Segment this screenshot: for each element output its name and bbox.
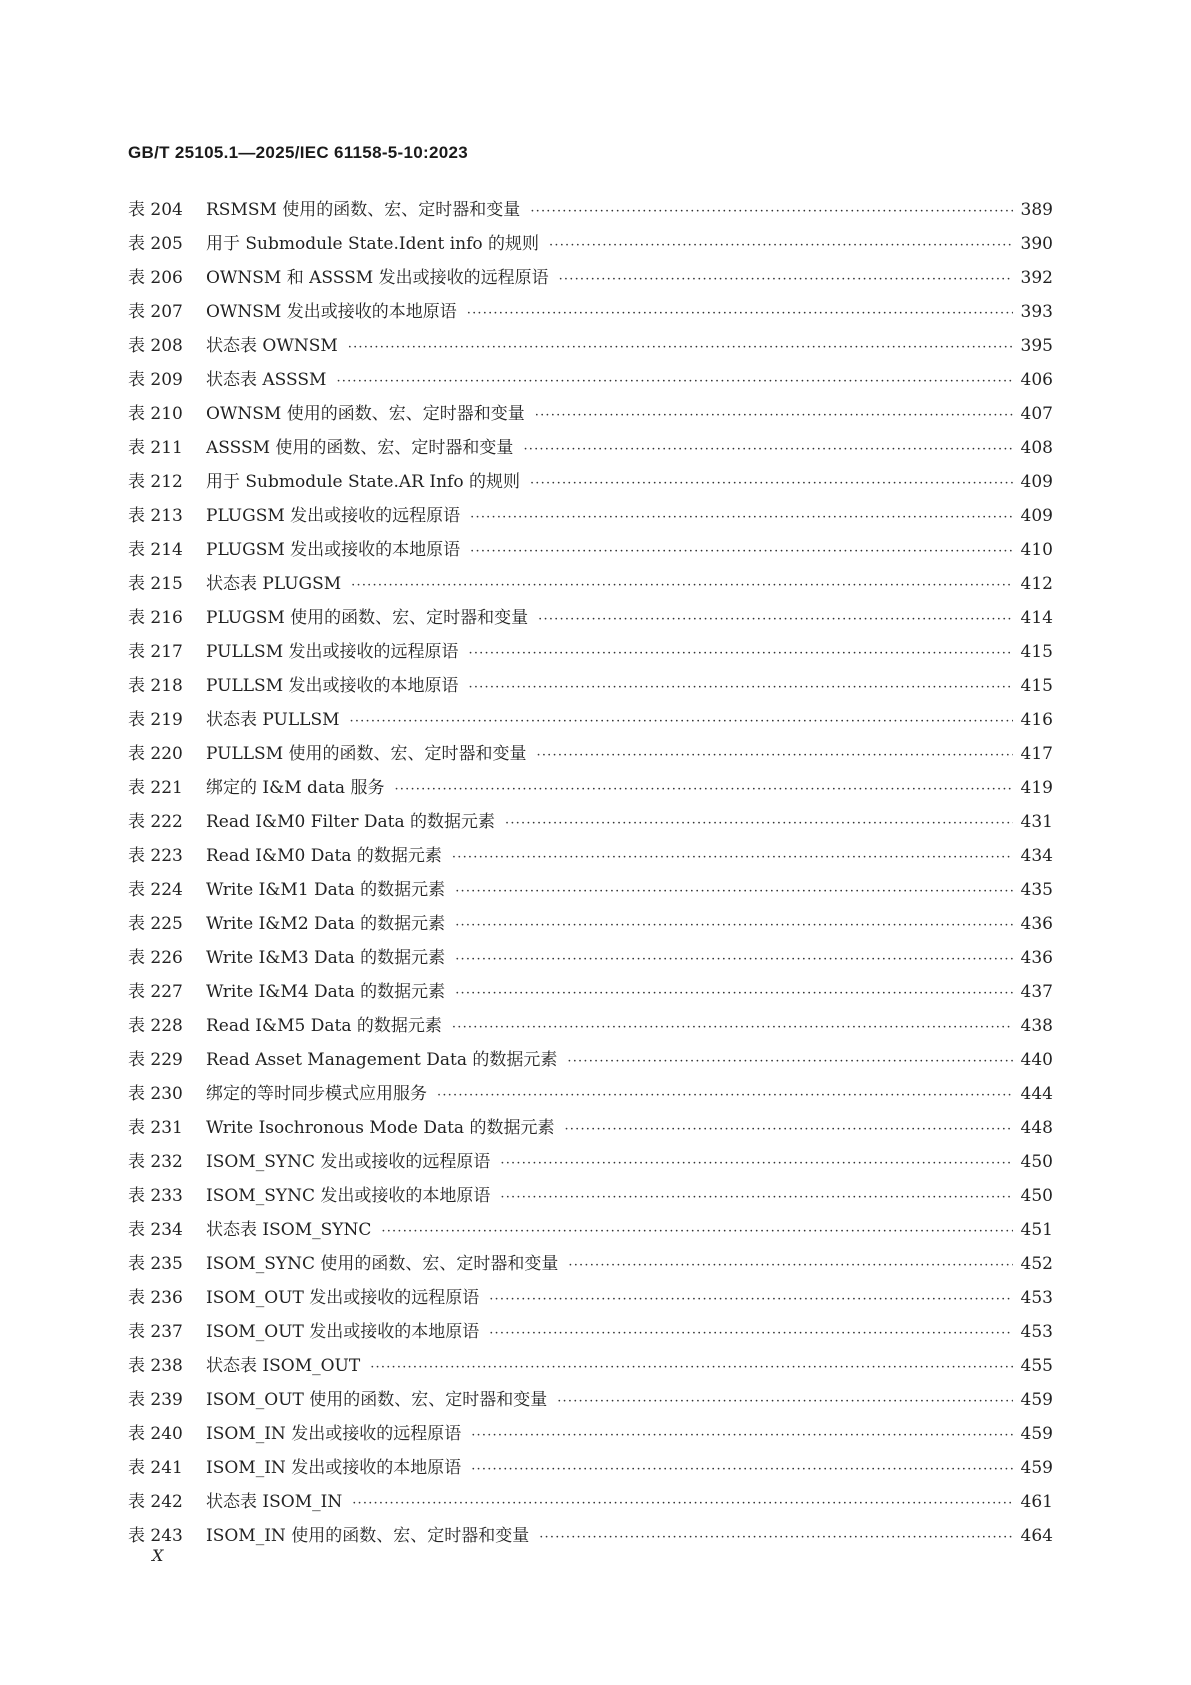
toc-dot-leader: [564, 1113, 1012, 1147]
toc-entry[interactable]: [128, 669, 1053, 703]
toc-dot-leader: [455, 977, 1012, 1011]
toc-entry-number: 表 215: [128, 574, 183, 594]
toc-dot-leader: [437, 1079, 1013, 1113]
toc-entry-number: 表 204: [128, 200, 183, 220]
toc-entry-page: 436: [1020, 948, 1053, 968]
toc-entry-title: 状态表 ISOM_OUT: [206, 1356, 361, 1376]
toc-entry[interactable]: [128, 295, 1053, 329]
toc-entry[interactable]: [128, 601, 1053, 635]
toc-entry-number: 表 205: [128, 234, 183, 254]
toc-entry-number: 表 237: [128, 1322, 183, 1342]
toc-entry-page: 459: [1020, 1424, 1053, 1444]
toc-entry-page: 412: [1020, 574, 1053, 594]
toc-dot-leader: [455, 875, 1012, 909]
toc-dot-leader: [350, 705, 1013, 739]
toc-entry-page: 459: [1020, 1390, 1053, 1410]
toc-entry[interactable]: [128, 1213, 1053, 1247]
toc-entry-number: 表 243: [128, 1526, 183, 1546]
toc-entry[interactable]: [128, 1009, 1053, 1043]
toc-entry-page: 409: [1020, 506, 1053, 526]
toc-entry-page: 435: [1020, 880, 1053, 900]
toc-entry-page: 434: [1020, 846, 1053, 866]
toc-entry[interactable]: [128, 1349, 1053, 1383]
toc-entry-title: 状态表 PLUGSM: [206, 574, 342, 594]
toc-dot-leader: [455, 943, 1012, 977]
toc-entry-number: 表 239: [128, 1390, 183, 1410]
toc-entry-number: 表 214: [128, 540, 183, 560]
toc-entry[interactable]: [128, 363, 1053, 397]
toc-entry-page: 453: [1020, 1288, 1053, 1308]
toc-entry-number: 表 209: [128, 370, 183, 390]
toc-entry[interactable]: [128, 1451, 1053, 1485]
toc-dot-leader: [470, 535, 1012, 569]
toc-entry-number: 表 212: [128, 472, 183, 492]
toc-dot-leader: [455, 909, 1012, 943]
toc-dot-leader: [370, 1351, 1012, 1385]
toc-entry-page: 419: [1020, 778, 1053, 798]
toc-entry-page: 417: [1020, 744, 1053, 764]
toc-entry[interactable]: [128, 329, 1053, 363]
toc-dot-leader: [559, 263, 1013, 297]
toc-entry-number: 表 210: [128, 404, 183, 424]
toc-entry[interactable]: [128, 1247, 1053, 1281]
toc-dot-leader: [539, 1521, 1012, 1555]
toc-dot-leader: [381, 1215, 1012, 1249]
toc-entry-page: 395: [1020, 336, 1053, 356]
toc-entry[interactable]: [128, 805, 1053, 839]
toc-entry-number: 表 238: [128, 1356, 183, 1376]
toc-dot-leader: [469, 671, 1013, 705]
toc-entry-title: Write I&M4 Data 的数据元素: [206, 982, 446, 1002]
toc-entry-title: Write I&M2 Data 的数据元素: [206, 914, 446, 934]
toc-dot-leader: [530, 467, 1013, 501]
toc-dot-leader: [470, 501, 1012, 535]
toc-entry-number: 表 240: [128, 1424, 183, 1444]
toc-entry[interactable]: [128, 771, 1053, 805]
toc-entry-number: 表 226: [128, 948, 183, 968]
toc-entry-title: Read I&M5 Data 的数据元素: [206, 1016, 442, 1036]
toc-dot-leader: [489, 1283, 1012, 1317]
toc-entry[interactable]: [128, 1043, 1053, 1077]
toc-entry-page: 459: [1020, 1458, 1053, 1478]
toc-dot-leader: [530, 195, 1012, 229]
toc-dot-leader: [467, 297, 1013, 331]
toc-entry-title: 绑定的等时同步模式应用服务: [206, 1084, 427, 1104]
toc-entry-page: 416: [1020, 710, 1053, 730]
toc-dot-leader: [469, 637, 1013, 671]
toc-dot-leader: [568, 1249, 1012, 1283]
toc-dot-leader: [452, 841, 1013, 875]
toc-entry-title: OWNSM 使用的函数、宏、定时器和变量: [206, 404, 525, 424]
toc-entry-page: 393: [1020, 302, 1053, 322]
toc-dot-leader: [549, 229, 1013, 263]
toc-entry-page: 436: [1020, 914, 1053, 934]
toc-dot-leader: [538, 603, 1012, 637]
toc-entry-page: 450: [1020, 1152, 1053, 1172]
toc-entry-number: 表 233: [128, 1186, 183, 1206]
toc-entry-number: 表 229: [128, 1050, 183, 1070]
toc-entry-title: ISOM_OUT 发出或接收的远程原语: [206, 1288, 480, 1308]
toc-entry[interactable]: [128, 1519, 1053, 1553]
toc-entry-title: Write I&M1 Data 的数据元素: [206, 880, 446, 900]
toc-entry-number: 表 235: [128, 1254, 183, 1274]
toc-entry-page: 464: [1020, 1526, 1053, 1546]
page-number: X: [152, 1546, 164, 1565]
toc-entry-number: 表 223: [128, 846, 183, 866]
toc-entry-page: 451: [1020, 1220, 1053, 1240]
toc-entry[interactable]: [128, 533, 1053, 567]
table-of-contents-list: [128, 193, 1053, 1553]
toc-entry-title: 状态表 ASSSM: [206, 370, 327, 390]
toc-entry-title: Read Asset Management Data 的数据元素: [206, 1050, 558, 1070]
toc-entry-title: 用于 Submodule State.AR Info 的规则: [206, 472, 520, 492]
toc-entry-page: 392: [1020, 268, 1053, 288]
toc-entry-title: 绑定的 I&M data 服务: [206, 778, 385, 798]
toc-entry-page: 408: [1020, 438, 1053, 458]
toc-entry-title: ISOM_SYNC 使用的函数、宏、定时器和变量: [206, 1254, 559, 1274]
toc-entry-title: PLUGSM 使用的函数、宏、定时器和变量: [206, 608, 529, 628]
toc-entry[interactable]: [128, 737, 1053, 771]
toc-entry-title: PULLSM 使用的函数、宏、定时器和变量: [206, 744, 527, 764]
toc-entry[interactable]: [128, 193, 1053, 227]
toc-entry-number: 表 232: [128, 1152, 183, 1172]
toc-entry-number: 表 230: [128, 1084, 183, 1104]
toc-entry-number: 表 236: [128, 1288, 183, 1308]
toc-dot-leader: [452, 1011, 1013, 1045]
toc-entry-title: 状态表 OWNSM: [206, 336, 338, 356]
toc-entry-page: 410: [1020, 540, 1053, 560]
toc-entry-title: OWNSM 和 ASSSM 发出或接收的远程原语: [206, 268, 549, 288]
toc-entry-number: 表 206: [128, 268, 183, 288]
toc-entry-page: 415: [1020, 642, 1053, 662]
toc-dot-leader: [500, 1181, 1012, 1215]
toc-entry-number: 表 208: [128, 336, 183, 356]
toc-dot-leader: [336, 365, 1012, 399]
toc-entry[interactable]: [128, 975, 1053, 1009]
toc-dot-leader: [352, 1487, 1012, 1521]
toc-entry-title: OWNSM 发出或接收的本地原语: [206, 302, 457, 322]
toc-entry[interactable]: [128, 941, 1053, 975]
toc-entry-title: Write Isochronous Mode Data 的数据元素: [206, 1118, 555, 1138]
toc-dot-leader: [348, 331, 1013, 365]
toc-entry[interactable]: [128, 1281, 1053, 1315]
toc-entry-title: PULLSM 发出或接收的本地原语: [206, 676, 459, 696]
toc-entry[interactable]: [128, 499, 1053, 533]
toc-entry[interactable]: [128, 1145, 1053, 1179]
toc-entry[interactable]: [128, 1485, 1053, 1519]
toc-dot-leader: [523, 433, 1012, 467]
toc-entry[interactable]: [128, 1077, 1053, 1111]
toc-dot-leader: [351, 569, 1012, 603]
toc-entry[interactable]: [128, 431, 1053, 465]
toc-entry-page: 437: [1020, 982, 1053, 1002]
toc-entry[interactable]: [128, 1111, 1053, 1145]
toc-entry-title: 状态表 ISOM_SYNC: [206, 1220, 372, 1240]
toc-entry-title: ISOM_IN 发出或接收的远程原语: [206, 1424, 462, 1444]
toc-entry[interactable]: [128, 873, 1053, 907]
toc-entry[interactable]: [128, 261, 1053, 295]
toc-entry-title: PULLSM 发出或接收的远程原语: [206, 642, 459, 662]
toc-entry-number: 表 207: [128, 302, 183, 322]
toc-entry-title: 状态表 ISOM_IN: [206, 1492, 343, 1512]
toc-entry-number: 表 219: [128, 710, 183, 730]
toc-entry-number: 表 241: [128, 1458, 183, 1478]
toc-entry-title: Read I&M0 Filter Data 的数据元素: [206, 812, 495, 832]
toc-dot-leader: [567, 1045, 1012, 1079]
toc-dot-leader: [535, 399, 1013, 433]
toc-entry-number: 表 225: [128, 914, 183, 934]
toc-entry-page: 414: [1020, 608, 1053, 628]
toc-entry-page: 438: [1020, 1016, 1053, 1036]
toc-dot-leader: [505, 807, 1013, 841]
toc-entry-page: 389: [1020, 200, 1053, 220]
toc-entry-title: ISOM_OUT 使用的函数、宏、定时器和变量: [206, 1390, 548, 1410]
toc-entry-number: 表 220: [128, 744, 183, 764]
toc-entry-title: ISOM_IN 使用的函数、宏、定时器和变量: [206, 1526, 530, 1546]
toc-entry-page: 406: [1020, 370, 1053, 390]
toc-entry-title: Write I&M3 Data 的数据元素: [206, 948, 446, 968]
toc-entry-page: 452: [1020, 1254, 1053, 1274]
toc-entry[interactable]: [128, 465, 1053, 499]
toc-entry-page: 448: [1020, 1118, 1053, 1138]
toc-entry-number: 表 234: [128, 1220, 183, 1240]
toc-entry[interactable]: [128, 227, 1053, 261]
toc-dot-leader: [394, 773, 1012, 807]
toc-entry-title: ISOM_SYNC 发出或接收的远程原语: [206, 1152, 491, 1172]
toc-entry-number: 表 228: [128, 1016, 183, 1036]
toc-entry[interactable]: [128, 907, 1053, 941]
toc-entry-number: 表 222: [128, 812, 183, 832]
toc-entry[interactable]: [128, 1179, 1053, 1213]
document-header: GB/T 25105.1—2025/IEC 61158-5-10:2023: [128, 143, 468, 162]
toc-dot-leader: [471, 1419, 1012, 1453]
toc-entry-number: 表 216: [128, 608, 183, 628]
toc-dot-leader: [471, 1453, 1012, 1487]
toc-entry-title: RSMSM 使用的函数、宏、定时器和变量: [206, 200, 521, 220]
toc-entry[interactable]: [128, 397, 1053, 431]
toc-entry-title: ISOM_OUT 发出或接收的本地原语: [206, 1322, 480, 1342]
toc-entry-number: 表 231: [128, 1118, 183, 1138]
toc-dot-leader: [537, 739, 1013, 773]
toc-entry-page: 453: [1020, 1322, 1053, 1342]
toc-entry[interactable]: [128, 1417, 1053, 1451]
toc-entry[interactable]: [128, 567, 1053, 601]
toc-dot-leader: [500, 1147, 1012, 1181]
toc-entry-page: 431: [1020, 812, 1053, 832]
toc-entry-page: 455: [1020, 1356, 1053, 1376]
toc-entry-page: 450: [1020, 1186, 1053, 1206]
toc-entry-page: 407: [1020, 404, 1053, 424]
toc-entry[interactable]: [128, 703, 1053, 737]
toc-entry-title: 用于 Submodule State.Ident info 的规则: [206, 234, 540, 254]
toc-entry-page: 415: [1020, 676, 1053, 696]
toc-entry-number: 表 213: [128, 506, 183, 526]
toc-entry-number: 表 227: [128, 982, 183, 1002]
toc-entry-page: 444: [1020, 1084, 1053, 1104]
toc-dot-leader: [557, 1385, 1012, 1419]
toc-entry[interactable]: [128, 1315, 1053, 1349]
toc-entry-title: ASSSM 使用的函数、宏、定时器和变量: [206, 438, 514, 458]
toc-entry-page: 461: [1020, 1492, 1053, 1512]
toc-entry[interactable]: [128, 1383, 1053, 1417]
toc-entry-page: 390: [1020, 234, 1053, 254]
toc-entry-number: 表 224: [128, 880, 183, 900]
toc-entry-title: ISOM_IN 发出或接收的本地原语: [206, 1458, 462, 1478]
toc-dot-leader: [489, 1317, 1012, 1351]
toc-entry-title: Read I&M0 Data 的数据元素: [206, 846, 442, 866]
toc-entry-page: 409: [1020, 472, 1053, 492]
toc-entry-title: 状态表 PULLSM: [206, 710, 340, 730]
toc-entry-page: 440: [1020, 1050, 1053, 1070]
toc-entry-title: PLUGSM 发出或接收的远程原语: [206, 506, 461, 526]
toc-entry-number: 表 221: [128, 778, 183, 798]
toc-entry-number: 表 211: [128, 438, 183, 458]
toc-entry-number: 表 218: [128, 676, 183, 696]
toc-entry-number: 表 242: [128, 1492, 183, 1512]
toc-entry-number: 表 217: [128, 642, 183, 662]
toc-entry-title: PLUGSM 发出或接收的本地原语: [206, 540, 461, 560]
toc-entry[interactable]: [128, 635, 1053, 669]
toc-entry[interactable]: [128, 839, 1053, 873]
toc-entry-title: ISOM_SYNC 发出或接收的本地原语: [206, 1186, 491, 1206]
